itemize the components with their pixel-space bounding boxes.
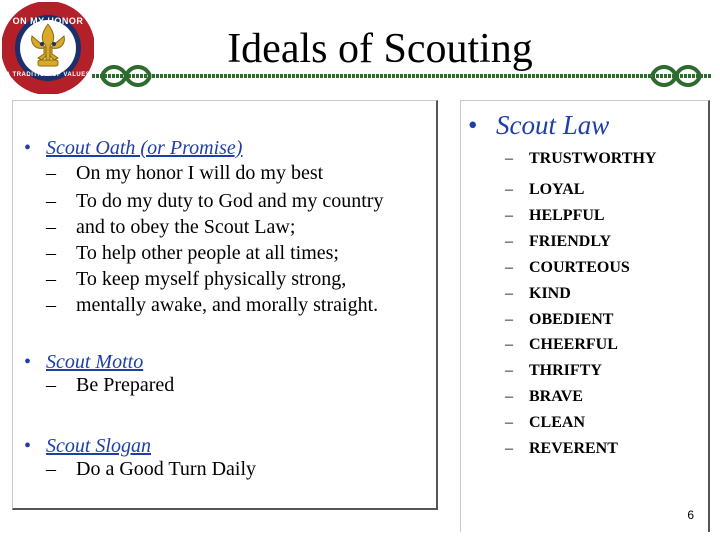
slogan-line: – Do a Good Turn Daily (46, 458, 257, 480)
scout-law-item: – LOYAL (505, 181, 585, 198)
oath-line: – and to obey the Scout Law; (46, 216, 296, 238)
motto-heading-row (24, 350, 143, 374)
oath-heading-row (24, 136, 242, 160)
bullet-dot: • (24, 137, 32, 159)
oath-line: – On my honor I will do my best (46, 162, 324, 184)
logo-text-top: ON MY HONOR (12, 16, 84, 26)
oath-line: – mentally awake, and morally straight. (46, 294, 379, 316)
slogan-heading-row (24, 434, 151, 458)
scout-oath-heading: Scout Oath (or Promise) (46, 137, 243, 159)
bullet-dot: • (468, 110, 478, 140)
scout-law-item: – HELPFUL (505, 207, 605, 224)
scout-law-heading: Scout Law (496, 110, 610, 140)
scout-law-item: – BRAVE (505, 388, 583, 405)
scout-motto-heading: Scout Motto (46, 351, 144, 373)
scout-law-item: – THRIFTY (505, 362, 602, 379)
scout-law-heading-row (468, 110, 609, 140)
page-number: 6 (687, 508, 694, 522)
scout-law-item: – OBEDIENT (505, 311, 614, 328)
scout-law-item: – TRUSTWORTHY (505, 150, 657, 167)
scout-law-item: – FRIENDLY (505, 233, 612, 250)
logo-text-bottom: A TRADITION OF VALUES (5, 72, 91, 78)
oath-line: – To help other people at all times; (46, 242, 339, 264)
scout-slogan-heading: Scout Slogan (46, 435, 151, 457)
rope-divider-icon (92, 62, 712, 90)
oath-line: – To keep myself physically strong, (46, 268, 347, 290)
scout-law-item: – REVERENT (505, 440, 618, 457)
scout-law-item: – KIND (505, 285, 571, 302)
scout-law-item: – CLEAN (505, 414, 586, 431)
oath-line: – To do my duty to God and my country (46, 190, 384, 212)
scout-law-item: – COURTEOUS (505, 259, 630, 276)
motto-line: – Be Prepared (46, 374, 175, 396)
scout-law-item: – CHEERFUL (505, 336, 618, 353)
slide-title: Ideals of Scouting (227, 26, 533, 72)
bullet-dot: • (24, 435, 32, 457)
on-my-honor-logo (2, 2, 94, 94)
bullet-dot: • (24, 351, 32, 373)
